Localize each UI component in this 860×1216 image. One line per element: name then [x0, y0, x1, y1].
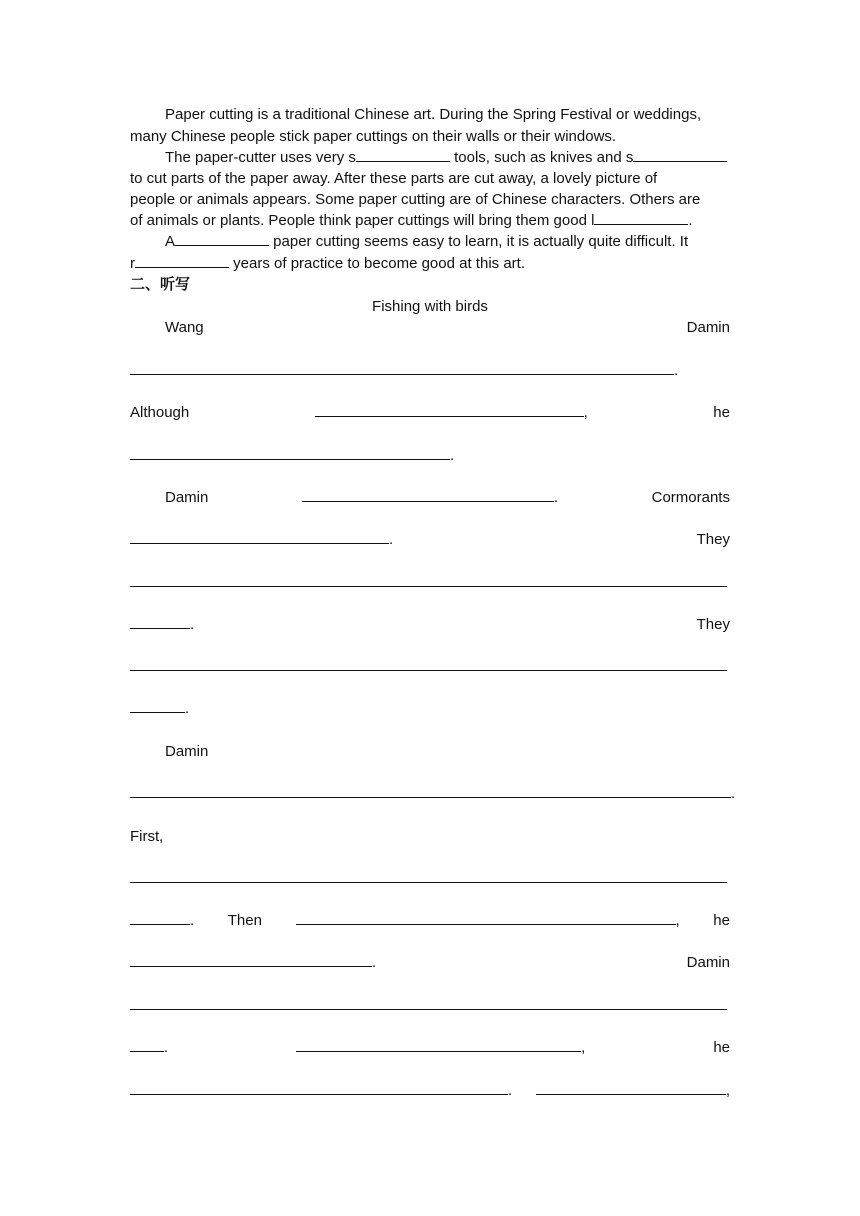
dictation-row: . Damin	[130, 952, 730, 973]
passage-line: many Chinese people stick paper cuttings on their walls or their windows.	[130, 128, 617, 145]
word: They	[696, 531, 730, 548]
word: Cormorants	[651, 489, 730, 506]
passage-line: to cut parts of the paper away. After these parts are cut away, a lovely picture of	[130, 170, 658, 187]
word: he	[713, 912, 730, 929]
answer-line[interactable]	[315, 402, 584, 417]
dictation-row: . , he	[130, 1037, 730, 1058]
section-title: 二、听写	[130, 275, 191, 293]
dictation-row	[130, 995, 730, 1016]
answer-line[interactable]	[302, 487, 554, 502]
passage-line: of animals or plants. People think paper cuttings will bring them good l .	[130, 212, 693, 229]
passage-line: people or animals appears. Some paper cutting are of Chinese characters. Others are	[130, 191, 701, 208]
answer-line[interactable]	[130, 529, 389, 544]
fill-blank-1[interactable]	[356, 147, 450, 162]
dictation-row: .	[130, 445, 730, 466]
answer-line[interactable]	[536, 1080, 726, 1095]
dictation-row: . They	[130, 614, 730, 635]
word: he	[713, 404, 730, 421]
answer-line[interactable]	[130, 952, 372, 967]
answer-line[interactable]	[130, 445, 450, 460]
dictation-row: .	[130, 360, 730, 381]
passage-line: A paper cutting seems easy to learn, it is actually quite difficult. It	[165, 233, 689, 250]
dictation-title: Fishing with birds	[372, 298, 488, 315]
answer-line[interactable]	[130, 698, 185, 713]
answer-line[interactable]	[296, 910, 676, 925]
passage-line: r years of practice to become good at this art.	[130, 255, 525, 272]
word: he	[713, 1039, 730, 1056]
passage-line: Paper cutting is a traditional Chinese art. During the Spring Festival or weddings,	[165, 106, 702, 123]
answer-line[interactable]	[130, 995, 727, 1010]
dictation-row: Although , he	[130, 404, 730, 421]
dictation-row: .	[130, 698, 730, 719]
dictation-row: .	[130, 783, 730, 804]
fill-blank-3[interactable]	[594, 210, 688, 225]
answer-line[interactable]	[130, 783, 731, 798]
dictation-row	[130, 656, 730, 677]
answer-line[interactable]	[130, 360, 674, 375]
dictation-row	[130, 868, 730, 889]
answer-line[interactable]	[130, 868, 727, 883]
answer-line[interactable]	[130, 572, 727, 587]
word: Wang	[165, 319, 204, 336]
answer-line[interactable]	[130, 910, 190, 925]
dictation-row: . ,	[130, 1080, 730, 1101]
word: Although	[130, 404, 190, 421]
dictation-row: . Then , he	[130, 910, 730, 931]
dictation-row: . They	[130, 529, 730, 550]
answer-line[interactable]	[130, 1037, 164, 1052]
answer-line[interactable]	[130, 656, 727, 671]
word: Damin	[686, 954, 730, 971]
fill-blank-5[interactable]	[135, 253, 229, 268]
word: Then	[227, 912, 262, 929]
answer-line[interactable]	[130, 1080, 508, 1095]
word: Damin	[686, 319, 730, 336]
dictation-row: First,	[130, 828, 164, 845]
fill-blank-2[interactable]	[633, 147, 727, 162]
dictation-row: Damin . Cormorants	[165, 489, 730, 506]
answer-line[interactable]	[130, 614, 190, 629]
answer-line[interactable]	[296, 1037, 581, 1052]
dictation-row	[165, 317, 730, 338]
word: Damin	[165, 489, 209, 506]
passage-line: The paper-cutter uses very s tools, such as knives and s	[165, 147, 730, 168]
dictation-row: Damin	[165, 743, 209, 760]
dictation-row	[130, 572, 730, 593]
word: They	[696, 616, 730, 633]
fill-blank-4[interactable]	[175, 231, 269, 246]
